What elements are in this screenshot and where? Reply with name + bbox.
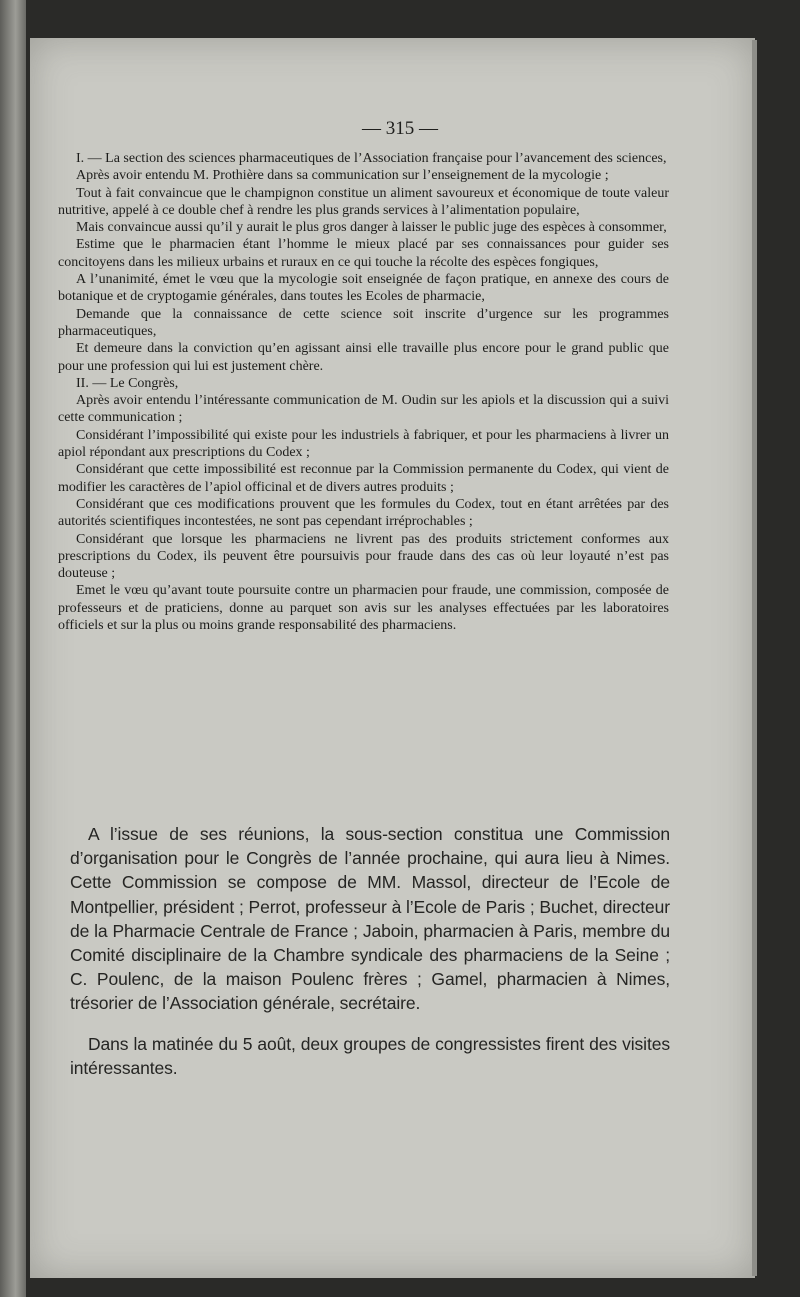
resolution-paragraph: Estime que le pharmacien étant l’homme le mieux placé par ses connaissances pour guider ses concitoyens dans les milieux urbains et ruraux en ce qui touche la récolte des espèces fongiques, (58, 237, 669, 270)
resolution-paragraph: Considérant que lorsque les pharmaciens ne livrent pas des produits strictement conformes aux prescriptions du Codex, ils peuvent être poursuivis pour fraude dans des cas où leur loyauté n’est pas douteuse ; (58, 531, 669, 582)
resolution-paragraph: Considérant que ces modifications prouvent que les formules du Codex, tout en étant arrêtées par des autorités scientifiques incontestées, ne sont pas cependant irréprochables ; (58, 496, 669, 530)
resolution-paragraph: Tout à fait convaincue que le champignon constitue un aliment savoureux et économique de toute valeur nutritive, appelé à ce double chef à rendre les plus grands services à l’alimentation populaire, (58, 185, 669, 218)
resolution-paragraph: Après avoir entendu M. Prothière dans sa communication sur l’enseignement de la mycologie ; (76, 168, 609, 184)
page-right-edge (752, 40, 757, 1276)
narrative-block (70, 822, 670, 1080)
narrative-paragraph: Dans la matinée du 5 août, deux groupes de congressistes firent des visites intéressantes. (70, 1033, 670, 1078)
adjacent-page-edge (0, 0, 26, 1297)
narrative-paragraph: A l’issue de ses réunions, la sous-section constitua une Commission d’organisation pour le Congrès de l’année prochaine, qui aura lieu à Nimes. Cette Commission se compose de MM. Massol, directeur de l’Ecole de Montpellier, président ; Perrot, professeur à l’Ecole de Paris ; Buchet, directeur de la Pharmacie Centrale de France ; Jaboin, pharmacien à Paris, membre du Comité disciplinaire de la Chambre syndicale des pharmaciens de la Seine ; C. Poulenc, de la maison Poulenc frères ; Gamel, pharmacien à Nimes, trésorier de l’Association générale, secrétaire. (70, 824, 670, 1014)
resolution-paragraph: Après avoir entendu l’intéressante communication de M. Oudin sur les apiols et la discussion qui a suivi cette communication ; (58, 393, 669, 426)
resolution-paragraph: Demande que la connaissance de cette science soit inscrite d’urgence sur les programmes pharmaceutiques, (58, 306, 669, 339)
resolutions-block (58, 150, 669, 634)
page-number: — 315 — (362, 118, 438, 139)
resolution-paragraph: A l’unanimité, émet le vœu que la mycologie soit enseignée de façon pratique, en annexe des cours de botanique et de cryptogamie générales, dans toutes les Ecoles de pharmacie, (58, 272, 669, 305)
resolution-paragraph: Considérant l’impossibilité qui existe pour les industriels à fabriquer, et pour les pharmaciens à livrer un apiol répondant aux prescriptions du Codex ; (58, 427, 669, 461)
resolution-paragraph: I. — La section des sciences pharmaceutiques de l’Association française pour l’avancement des sciences, (76, 151, 667, 166)
resolution-paragraph: Emet le vœu qu’avant toute poursuite contre un pharmacien pour fraude, une commission, composée de professeurs et de praticiens, donne au parquet son avis sur les analyses effectuées par les laboratoires officiels et sur la plus ou moins grande responsabilité des pharmaciens. (58, 583, 669, 634)
resolution-paragraph: Et demeure dans la conviction qu’en agissant ainsi elle travaille plus encore pour le grand public que pour une profession qui lui est justement chère. (58, 341, 669, 374)
resolution-paragraph: Mais convaincue aussi qu’il y aurait le plus gros danger à laisser le public juge des espèces à consommer, (76, 220, 667, 236)
resolution-paragraph: Considérant que cette impossibilité est reconnue par la Commission permanente du Codex, qui vient de modifier les caractères de l’apiol officinal et de divers autres produits ; (58, 462, 669, 495)
resolution-paragraph: II. — Le Congrès, (76, 375, 179, 391)
